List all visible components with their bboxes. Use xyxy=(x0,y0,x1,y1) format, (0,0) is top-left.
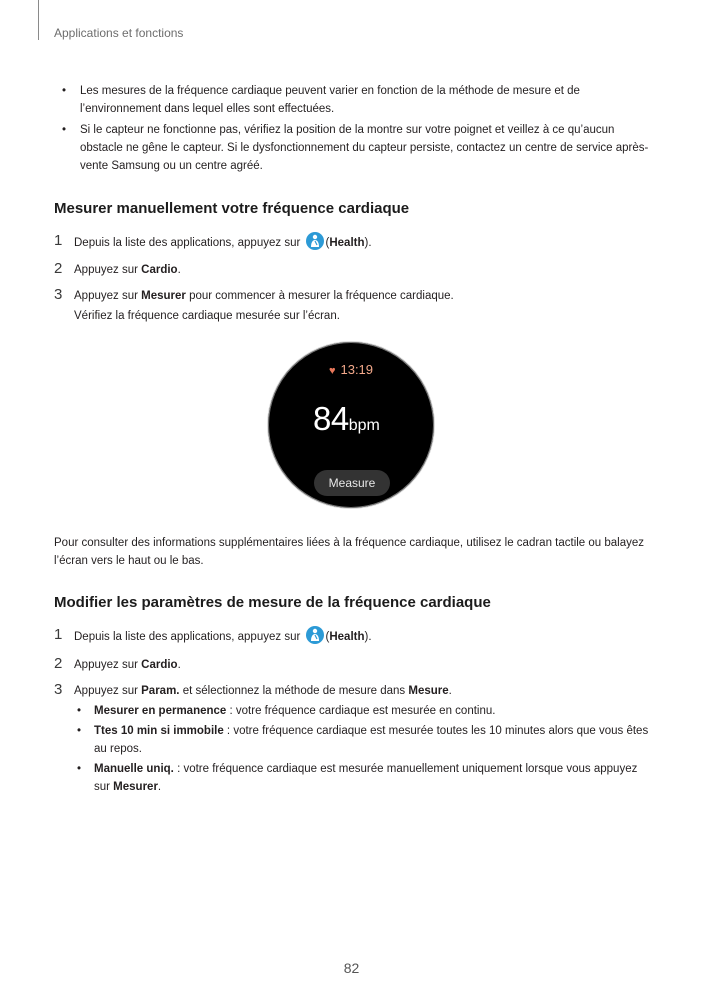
step-text: Appuyez sur xyxy=(74,264,138,276)
step-text-end: ). xyxy=(364,237,372,249)
health-app-icon xyxy=(306,232,324,250)
step-text-end: . xyxy=(177,659,181,671)
step-text-line2: Vérifiez la fréquence cardiaque mesurée sur l’écran. xyxy=(74,310,340,322)
menu-cardio: Cardio xyxy=(141,659,178,671)
step-number: 2 xyxy=(54,655,63,672)
button-mesurer: Mesurer xyxy=(141,290,186,302)
menu-param: Param. xyxy=(141,685,180,697)
option-desc-end: . xyxy=(157,781,162,793)
section-title-measure: Mesurer manuellement votre fréquence cardiaque xyxy=(54,200,410,217)
option-desc: : votre fréquence cardiaque est mesurée manuellement uniquement lorsque vous appuyez sur xyxy=(94,763,638,793)
step-number: 1 xyxy=(54,232,63,249)
intro-bullet-list xyxy=(54,82,654,178)
measure-options-list xyxy=(74,702,654,798)
option-name: Mesurer en permanence xyxy=(94,705,227,717)
option-item xyxy=(74,702,654,720)
header-divider xyxy=(38,0,39,40)
heart-rate-readout xyxy=(313,400,380,438)
step-text-mid: et sélectionnez la méthode de mesure dans xyxy=(182,685,406,697)
app-name-health: Health xyxy=(329,631,365,643)
option-item xyxy=(74,722,654,758)
step-number: 2 xyxy=(54,260,63,277)
heart-rate-value: 84 xyxy=(313,400,349,437)
step-text-end: . xyxy=(448,685,452,697)
option-name: Manuelle uniq. xyxy=(94,763,174,775)
step-number: 1 xyxy=(54,626,63,643)
option-item xyxy=(74,760,654,796)
watch-screen xyxy=(268,342,434,508)
menu-mesure: Mesure xyxy=(408,685,449,697)
option-name: Ttes 10 min si immobile xyxy=(94,725,224,737)
app-name-health: Health xyxy=(329,237,365,249)
health-app-icon xyxy=(306,626,324,644)
option-desc: : votre fréquence cardiaque est mesurée toutes les 10 minutes alors que vous êtes au repos. xyxy=(94,725,649,755)
measure-button[interactable]: Measure xyxy=(314,470,390,496)
step-number: 3 xyxy=(54,286,63,303)
step-text-end: pour commencer à mesurer la fréquence cardiaque. xyxy=(189,290,454,302)
heart-rate-unit: bpm xyxy=(348,417,380,434)
watch-time-value: 13:19 xyxy=(340,362,374,377)
step-text: Appuyez sur xyxy=(74,290,138,302)
option-button-mesurer: Mesurer xyxy=(113,781,158,793)
intro-bullet: • Si le capteur ne fonctionne pas, vérifiez la position de la montre sur votre poignet et veillez à ce qu’aucun obstacle ne gêne le capteur. Si le dysfonctionnement du capteur persiste, contactez un centre de service après-vente Samsung ou un centre agréé. xyxy=(54,121,654,175)
step-text: Depuis la liste des applications, appuyez sur xyxy=(74,237,301,249)
heart-icon: ♥ xyxy=(328,365,336,377)
page-number: 82 xyxy=(343,960,360,976)
step-text-end: . xyxy=(177,264,181,276)
section-header: Applications et fonctions xyxy=(54,26,184,40)
step-text: Appuyez sur xyxy=(74,659,138,671)
menu-cardio: Cardio xyxy=(141,264,178,276)
section-title-settings: Modifier les paramètres de mesure de la fréquence cardiaque xyxy=(54,594,491,611)
step-text: Appuyez sur xyxy=(74,685,138,697)
step-text-end: ). xyxy=(364,631,372,643)
option-desc: : votre fréquence cardiaque est mesurée en continu. xyxy=(226,705,496,717)
intro-bullet: • Les mesures de la fréquence cardiaque peuvent varier en fonction de la méthode de mesure et de l’environnement dans lequel elles sont effectuées. xyxy=(54,82,654,118)
step-number: 3 xyxy=(54,681,63,698)
step-text: Depuis la liste des applications, appuyez sur xyxy=(74,631,301,643)
note-paragraph: Pour consulter des informations supplémentaires liées à la fréquence cardiaque, utilisez le cadran tactile ou balayez l’écran vers le haut ou le bas. xyxy=(54,537,645,567)
watch-time xyxy=(268,362,434,377)
